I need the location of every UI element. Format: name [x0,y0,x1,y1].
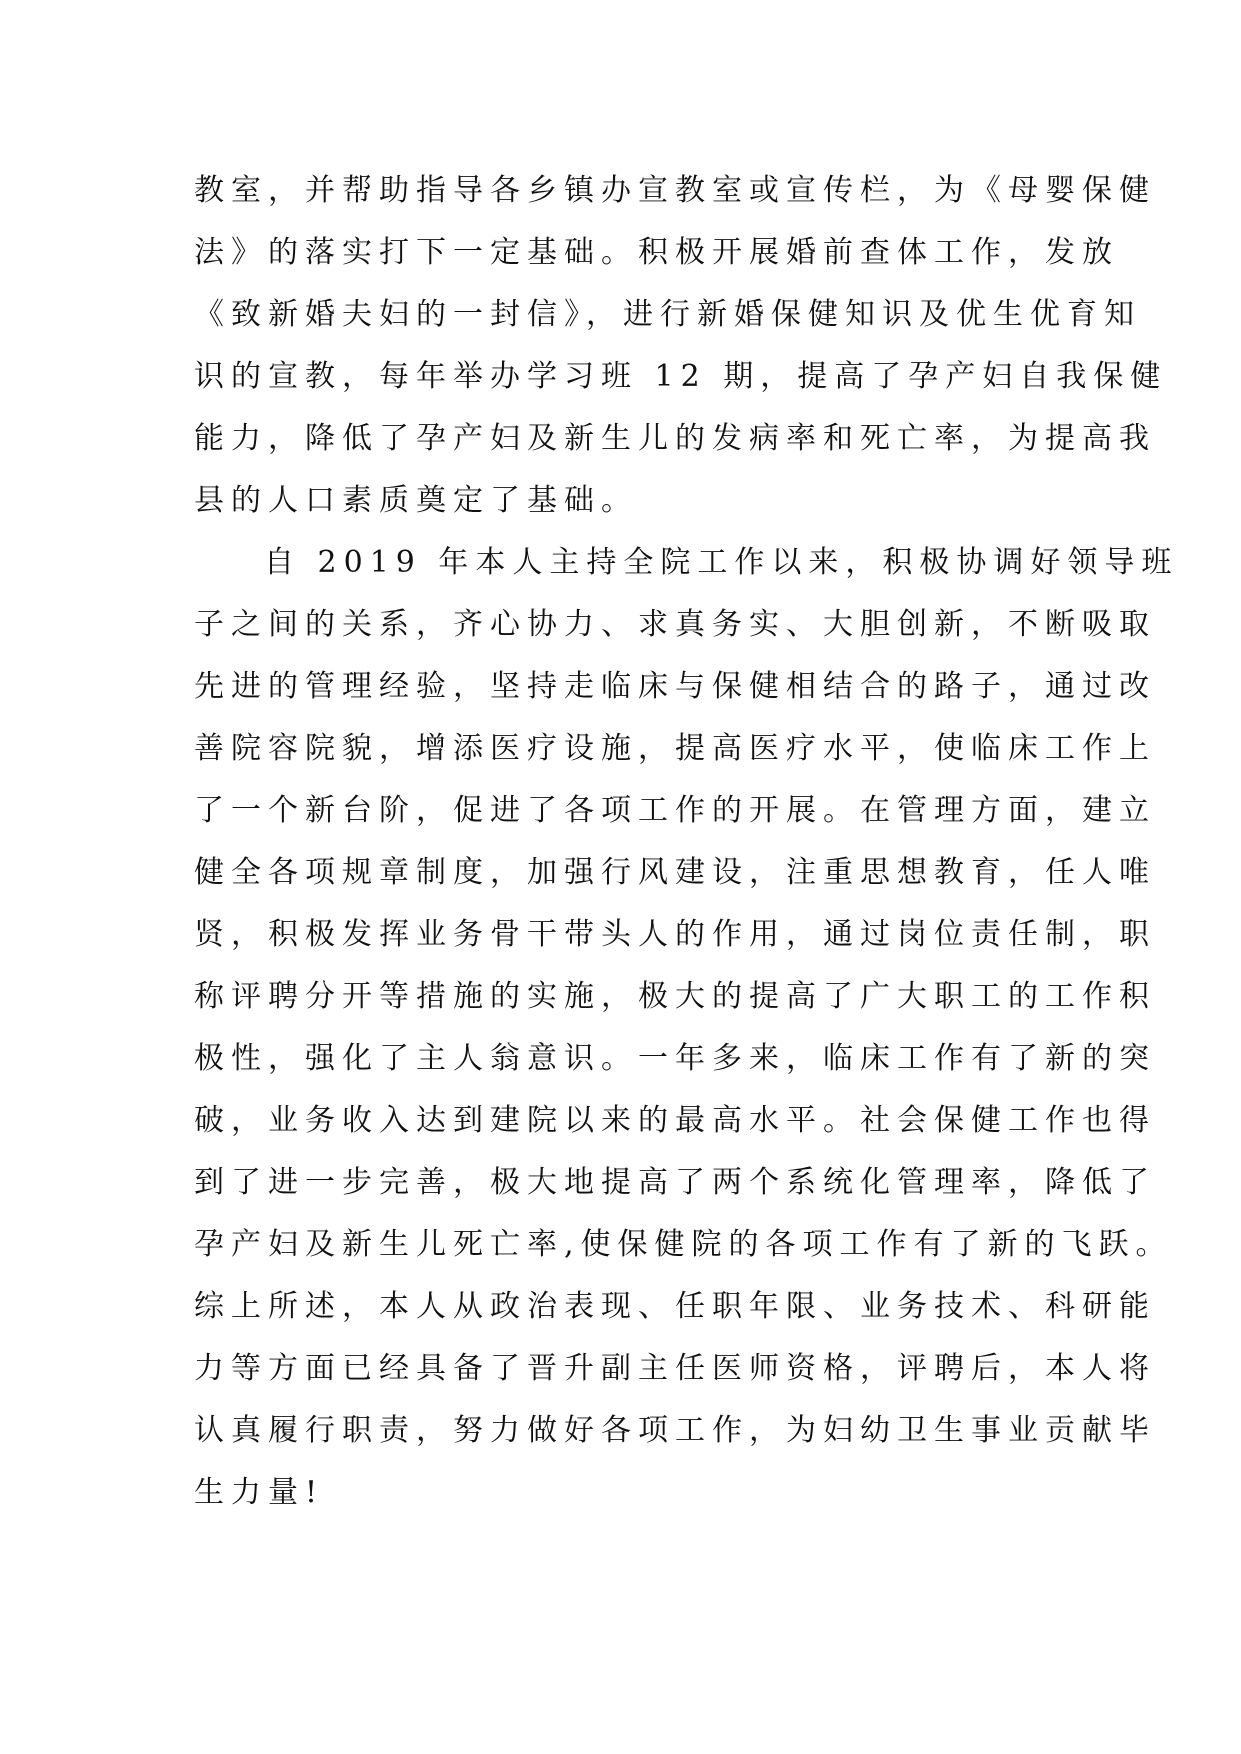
paragraph-1-line-5: 能力，降低了孕产妇及新生儿的发病率和死亡率，为提高我 [194,421,1156,456]
paragraph-2-line-16: 生力量! [194,1475,325,1510]
paragraph-1-line-1: 教室，并帮助指导各乡镇办宣教室或宣传栏，为《母婴保健 [194,173,1156,208]
paragraph-2-line-15: 认真履行职责，努力做好各项工作，为妇幼卫生事业贡献毕 [194,1413,1156,1448]
paragraph-1-line-3: 《致新婚夫妇的一封信》，进行新婚保健知识及优生优育知 [194,297,1141,332]
paragraph-2-line-2: 子之间的关系，齐心协力、求真务实、大胆创新，不断吸取 [194,607,1156,642]
paragraph-2-line-7: 贤，积极发挥业务骨干带头人的作用，通过岗位责任制，职 [194,917,1156,952]
paragraph-1-line-4: 识的宣教，每年举办学习班 12 期，提高了孕产妇自我保健 [194,359,1168,394]
paragraph-2-line-4: 善院容院貌，增添医疗设施，提高医疗水平，使临床工作上 [194,731,1156,766]
paragraph-2-line-9: 极性，强化了主人翁意识。一年多来，临床工作有了新的突 [194,1041,1156,1076]
paragraph-2-line-11: 到了进一步完善，极大地提高了两个系统化管理率，降低了 [194,1165,1156,1200]
paragraph-2-line-1: 自 2019 年本人主持全院工作以来，积极协调好领导班 [264,545,1179,580]
paragraph-1-line-6: 县的人口素质奠定了基础。 [194,483,638,518]
paragraph-2-line-12: 孕产妇及新生儿死亡率,使保健院的各项工作有了新的飞跃。 [194,1227,1173,1262]
paragraph-2-line-14: 力等方面已经具备了晋升副主任医师资格，评聘后，本人将 [194,1351,1156,1386]
paragraph-2-line-10: 破，业务收入达到建院以来的最高水平。社会保健工作也得 [194,1103,1156,1138]
document-body [194,160,1179,1524]
paragraph-2-line-13: 综上所述，本人从政治表现、任职年限、业务技术、科研能 [194,1289,1156,1324]
paragraph-2-line-5: 了一个新台阶，促进了各项工作的开展。在管理方面，建立 [194,793,1156,828]
paragraph-2-line-6: 健全各项规章制度，加强行风建设，注重思想教育，任人唯 [194,855,1156,890]
paragraph-2-line-8: 称评聘分开等措施的实施，极大的提高了广大职工的工作积 [194,979,1156,1014]
paragraph-1-line-2: 法》的落实打下一定基础。积极开展婚前查体工作，发放 [194,235,1119,270]
paragraph-2-line-3: 先进的管理经验，坚持走临床与保健相结合的路子，通过改 [194,669,1156,704]
